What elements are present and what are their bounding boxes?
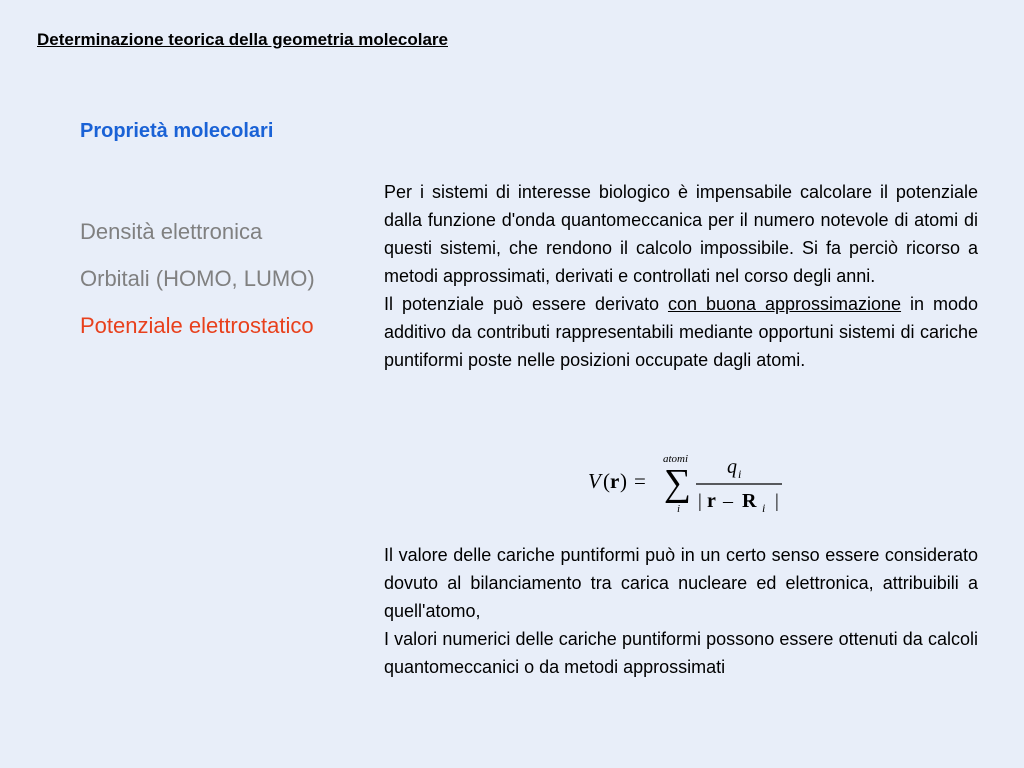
formula-lhs-func: V: [588, 469, 601, 493]
topic-electrostatic-potential: Potenziale elettrostatico: [80, 313, 314, 338]
formula-sum-upper: atomi: [663, 453, 689, 465]
formula-lhs-arg: r: [610, 469, 620, 493]
potential-formula: [586, 450, 796, 522]
paragraph-3: Il valore delle cariche puntiformi può in un certo senso essere considerato dovuto al bilanciamento tra carica nucleare ed elettronica, attribuibili a quell'atomo,: [384, 545, 978, 621]
topic-orbitals: Orbitali (HOMO, LUMO): [80, 266, 315, 291]
formula-den-sub: i: [762, 501, 766, 515]
paragraph-2-prefix: Il potenziale può essere derivato: [384, 294, 668, 314]
topic-electron-density: Densità elettronica: [80, 219, 263, 244]
paragraph-2: [384, 290, 978, 374]
formula-numerator-sub: i: [738, 467, 742, 481]
formula-close-paren: ): [620, 469, 627, 493]
formula-numerator: q: [727, 456, 737, 478]
formula-den-bar-left: |: [698, 491, 702, 512]
formula-sum-lower: i: [677, 503, 681, 515]
topic-list: [80, 208, 315, 349]
formula-den-minus: –: [723, 490, 733, 512]
body-text-lower: [384, 541, 978, 681]
section-heading: Proprietà molecolari: [80, 120, 274, 142]
paragraph-4: I valori numerici delle cariche puntiformi possono essere ottenuti da calcoli quantomeccanici o da metodi approssimati: [384, 629, 978, 677]
slide-title: Determinazione teorica della geometria molecolare: [37, 30, 448, 49]
paragraph-1: Per i sistemi di interesse biologico è impensabile calcolare il potenziale dalla funzione d'onda quantomeccanica per il numero notevole di atomi di questi sistemi, che rendono il calcolo impossibile. Si fa perciò ricorso a metodi approssimati, derivati e controllati nel corso degli anni.: [384, 182, 978, 286]
formula-sigma: ∑: [664, 462, 692, 504]
formula-den-bar-right: |: [775, 491, 779, 512]
body-text-upper: [384, 178, 978, 374]
formula-den-r: r: [707, 490, 716, 512]
formula-den-R: R: [742, 490, 757, 512]
paragraph-2-underlined: con buona approssimazione: [667, 294, 902, 314]
formula-open-paren: (: [603, 469, 610, 493]
formula-equals: =: [634, 469, 646, 493]
paragraph-2-suffix: in modo additivo da contributi rappresentabili mediante opportuni sistemi di cariche puntiformi poste nelle posizioni occupate dagli atomi.: [384, 294, 979, 370]
